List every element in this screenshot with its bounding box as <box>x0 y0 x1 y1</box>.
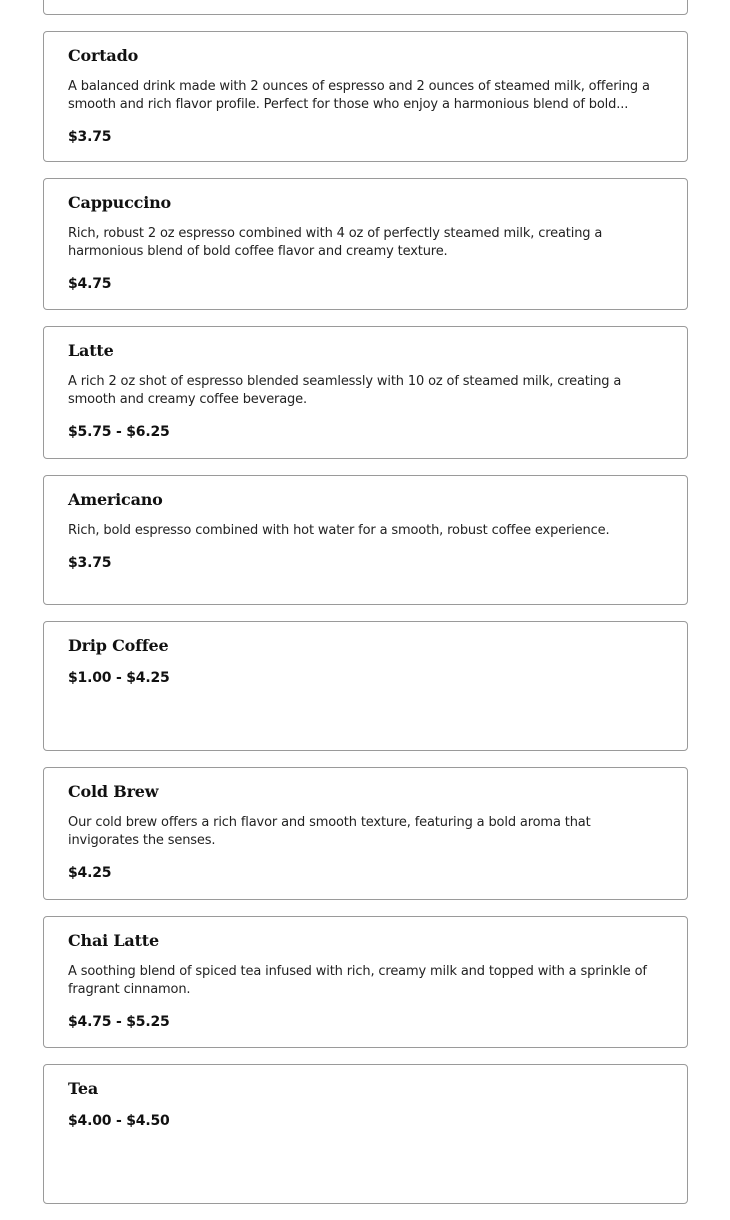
menu-item-card-cold-brew[interactable] <box>43 767 688 900</box>
menu-item-price: $5.75 - $6.25 <box>68 424 170 440</box>
menu-item-card-latte[interactable] <box>43 326 688 459</box>
menu-item-name: Chai Latte <box>68 931 159 950</box>
menu-item-card-americano[interactable] <box>43 475 688 605</box>
menu-item-card-chai-latte[interactable] <box>43 916 688 1048</box>
menu-item-card[interactable] <box>43 0 688 15</box>
menu-item-price: $3.75 <box>68 129 112 145</box>
menu-item-name: Americano <box>68 490 163 509</box>
menu-item-description: A rich 2 oz shot of espresso blended seamlessly with 10 oz of steamed milk, creating a smooth and creamy coffee beverage. <box>68 374 622 407</box>
menu-item-description: A soothing blend of spiced tea infused with rich, creamy milk and topped with a sprinkle of fragrant cinnamon. <box>68 964 647 997</box>
menu-item-name: Cappuccino <box>68 193 171 212</box>
menu-item-description: A balanced drink made with 2 ounces of espresso and 2 ounces of steamed milk, offering a smooth and rich flavor profile. Perfect for those who enjoy a harmonious blend of bold... <box>68 79 650 112</box>
menu-item-price: $1.00 - $4.25 <box>68 670 170 686</box>
menu-item-price: $4.75 - $5.25 <box>68 1014 170 1030</box>
menu-item-card-tea[interactable] <box>43 1064 688 1204</box>
menu-item-description: Rich, robust 2 oz espresso combined with 4 oz of perfectly steamed milk, creating a harmonious blend of bold coffee flavor and creamy texture. <box>68 226 603 259</box>
menu-item-description: Our cold brew offers a rich flavor and smooth texture, featuring a bold aroma that invigorates the senses. <box>68 815 591 848</box>
menu-item-card-cortado[interactable] <box>43 31 688 162</box>
menu-item-name: Latte <box>68 341 114 360</box>
menu-item-price: $4.00 - $4.50 <box>68 1113 170 1129</box>
menu-item-description: Rich, bold espresso combined with hot water for a smooth, robust coffee experience. <box>68 523 610 538</box>
menu-item-card-cappuccino[interactable] <box>43 178 688 310</box>
menu-item-list <box>43 0 688 1220</box>
menu-item-price: $3.75 <box>68 555 112 571</box>
menu-item-price: $4.75 <box>68 276 112 292</box>
menu-item-name: Tea <box>68 1079 99 1098</box>
menu-item-card-drip-coffee[interactable] <box>43 621 688 751</box>
menu-item-price: $4.25 <box>68 865 112 881</box>
menu-item-name: Cold Brew <box>68 782 159 801</box>
menu-item-name: Cortado <box>68 46 139 65</box>
menu-item-name: Drip Coffee <box>68 636 169 655</box>
